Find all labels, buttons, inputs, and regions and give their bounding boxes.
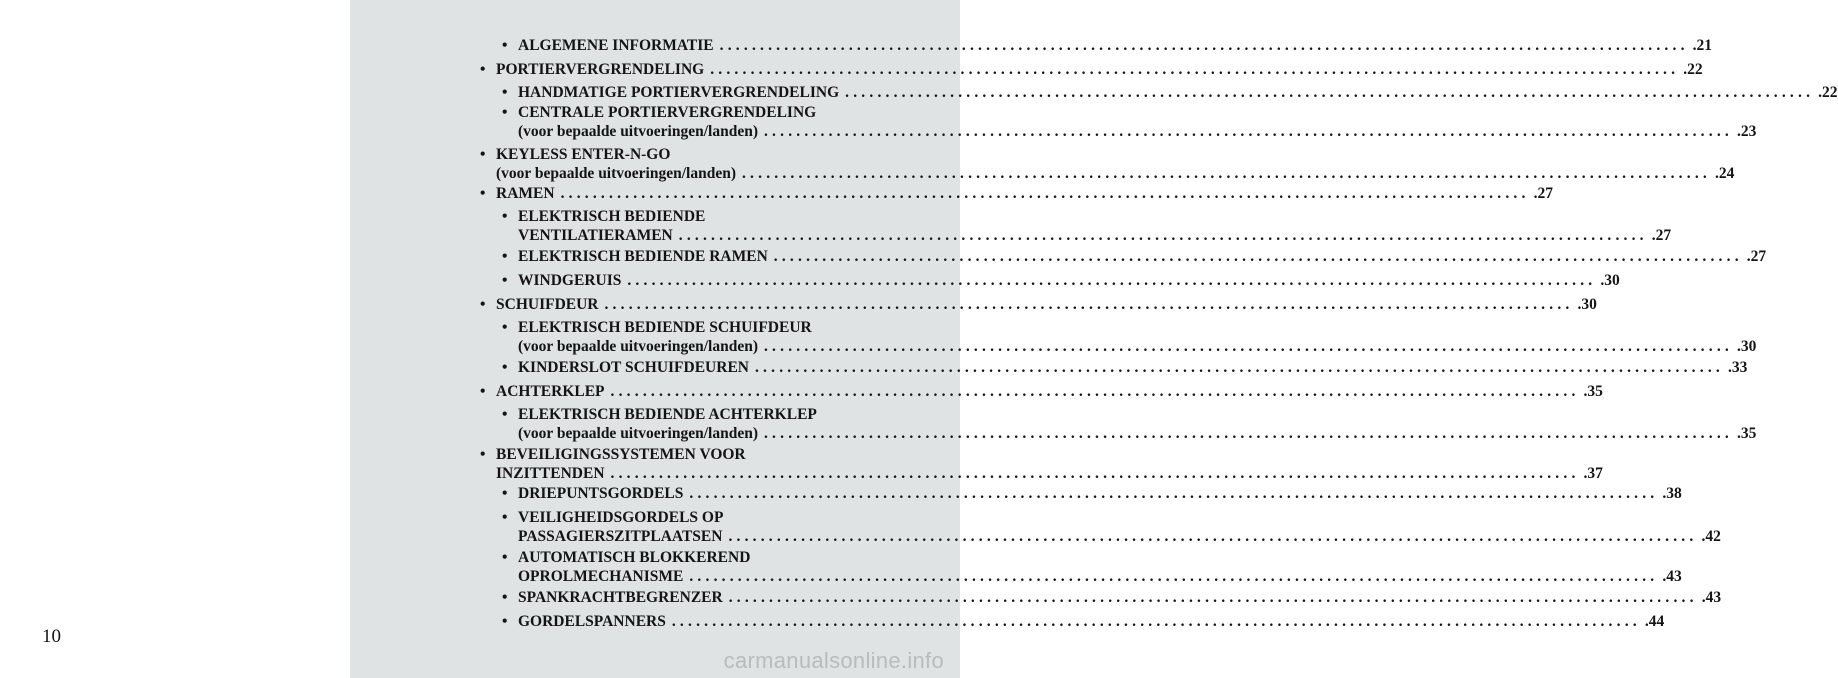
- toc-entry-line: [502, 226, 1672, 245]
- dot-leader: ........................................................................................................................: [763, 425, 1733, 442]
- dot-leader: ........................................................................................................................: [689, 485, 1659, 502]
- toc-entry-line: [502, 122, 1757, 141]
- toc-entry-page: .30: [1736, 338, 1757, 355]
- toc-entry-page: .43: [1662, 568, 1682, 585]
- toc-entry[interactable]: [502, 508, 1721, 546]
- dot-leader: ........................................................................................................................: [560, 185, 1530, 202]
- toc-entry-title: ELEKTRISCH BEDIENDE ACHTERKLEP: [518, 406, 817, 423]
- watermark: carmanualsonline.info: [723, 648, 944, 673]
- toc-entry-title: AUTOMATISCH BLOKKEREND: [518, 549, 751, 566]
- toc-entry-page: .30: [1600, 272, 1620, 289]
- toc-entry[interactable]: [502, 612, 1665, 631]
- page-number: 10: [42, 626, 61, 647]
- toc-entry-title: VEILIGHEIDSGORDELS OP: [518, 509, 724, 526]
- dot-leader: ........................................................................................................................: [627, 272, 1597, 289]
- toc-entry-title: ELEKTRISCH BEDIENDE: [518, 208, 706, 225]
- toc-entry-page: .21: [1692, 37, 1713, 54]
- toc-entry-page: .38: [1662, 485, 1682, 502]
- toc-entry[interactable]: [502, 36, 1713, 55]
- bullet-icon: •: [502, 509, 508, 526]
- dot-leader: ........................................................................................................................: [773, 248, 1743, 265]
- toc-entry[interactable]: [502, 83, 1838, 102]
- toc-entry-page: .24: [1714, 165, 1735, 182]
- toc-entry-label: OPROLMECHANISME: [518, 568, 684, 585]
- toc-entry[interactable]: [480, 382, 1603, 401]
- toc-entry-line: [502, 337, 1757, 356]
- toc-entry-line: [502, 271, 1620, 290]
- bullet-icon: •: [502, 208, 508, 225]
- toc-entry-label: (voor bepaalde uitvoeringen/landen): [518, 123, 758, 140]
- toc-entry-page: .27: [1651, 227, 1672, 244]
- dot-leader: ........................................................................................................................: [689, 568, 1659, 585]
- toc-entry-line: [502, 358, 1748, 377]
- toc-entry[interactable]: [502, 358, 1748, 377]
- toc-entry-line: [480, 164, 1735, 183]
- toc-entry[interactable]: [502, 405, 1757, 443]
- right-page: [350, 0, 1838, 678]
- toc-entry-label: ELEKTRISCH BEDIENDE RAMEN: [518, 248, 768, 265]
- bullet-icon: •: [502, 84, 508, 101]
- toc-entry-line: [480, 382, 1603, 401]
- toc-entry-label: VENTILATIERAMEN: [518, 227, 673, 244]
- toc-entry[interactable]: [502, 484, 1682, 503]
- toc-entry-page: .33: [1727, 359, 1748, 376]
- dot-leader: ........................................................................................................................: [728, 589, 1698, 606]
- toc-entry-line: [502, 567, 1682, 586]
- bullet-icon: •: [502, 613, 508, 630]
- toc-entry-label: (voor bepaalde uitvoeringen/landen): [518, 425, 758, 442]
- toc-entry-label: ACHTERKLEP: [496, 383, 605, 400]
- toc-entry-label: DRIEPUNTSGORDELS: [518, 485, 684, 502]
- toc-entry-page: .43: [1701, 589, 1722, 606]
- toc-entry-line: [502, 36, 1713, 55]
- left-page: [0, 0, 350, 678]
- dot-leader: ........................................................................................................................: [710, 61, 1680, 78]
- toc-entry-page: .23: [1736, 123, 1757, 140]
- toc-entry[interactable]: [502, 207, 1672, 245]
- toc-entry-line: [502, 424, 1757, 443]
- toc-entry-line: [480, 295, 1597, 314]
- toc-entry-page: .35: [1583, 383, 1603, 400]
- dot-leader: ........................................................................................................................: [763, 123, 1733, 140]
- table-of-contents: [350, 0, 1838, 678]
- bullet-icon: •: [502, 359, 508, 376]
- toc-entry-line: [502, 83, 1838, 102]
- bullet-icon: •: [480, 446, 486, 463]
- bullet-icon: •: [502, 248, 508, 265]
- bullet-icon: •: [502, 549, 508, 566]
- toc-entry-label: WINDGERUIS: [518, 272, 622, 289]
- toc-entry-title: KEYLESS ENTER-N-GO: [496, 146, 671, 163]
- toc-entry-title: CENTRALE PORTIERVERGRENDELING: [518, 104, 817, 121]
- bullet-icon: •: [502, 37, 508, 54]
- toc-entry[interactable]: [502, 548, 1682, 586]
- toc-entry[interactable]: [502, 247, 1767, 266]
- dot-leader: ........................................................................................................................: [754, 359, 1724, 376]
- toc-entry[interactable]: [502, 103, 1757, 141]
- toc-entry-page: .22: [1683, 61, 1703, 78]
- toc-entry-label: PORTIERVERGRENDELING: [496, 61, 705, 78]
- toc-entry[interactable]: [480, 445, 1603, 483]
- bullet-icon: •: [502, 485, 508, 502]
- toc-entry[interactable]: [480, 184, 1553, 203]
- toc-entry-label: RAMEN: [496, 185, 555, 202]
- toc-entry-page: .27: [1533, 185, 1553, 202]
- dot-leader: ........................................................................................................................: [845, 84, 1815, 101]
- bullet-icon: •: [480, 146, 486, 163]
- bullet-icon: •: [502, 272, 508, 289]
- bullet-icon: •: [502, 589, 508, 606]
- bullet-icon: •: [502, 319, 508, 336]
- bullet-icon: •: [480, 383, 486, 400]
- toc-entry-title: ELEKTRISCH BEDIENDE SCHUIFDEUR: [518, 319, 812, 336]
- bullet-icon: •: [502, 406, 508, 423]
- toc-entry-label: (voor bepaalde uitvoeringen/landen): [518, 338, 758, 355]
- toc-entry-title: BEVEILIGINGSSYSTEMEN VOOR: [496, 446, 746, 463]
- dot-leader: ........................................................................................................................: [604, 296, 1574, 313]
- toc-entry-label: INZITTENDEN: [496, 465, 605, 482]
- dot-leader: ........................................................................................................................: [728, 528, 1698, 545]
- toc-entry-line: [480, 464, 1603, 483]
- toc-entry-line: [502, 588, 1722, 607]
- toc-entry-line: [502, 612, 1665, 631]
- bullet-icon: •: [480, 185, 486, 202]
- toc-entry-line: [502, 484, 1682, 503]
- toc-entry-page: .44: [1644, 613, 1665, 630]
- bullet-icon: •: [480, 296, 486, 313]
- dot-leader: ........................................................................................................................: [678, 227, 1648, 244]
- toc-entry-line: [480, 184, 1553, 203]
- toc-entry[interactable]: [502, 588, 1722, 607]
- toc-entry-page: .42: [1701, 528, 1721, 545]
- toc-entry-page: .35: [1736, 425, 1757, 442]
- dot-leader: ........................................................................................................................: [610, 383, 1580, 400]
- toc-entry[interactable]: [480, 60, 1703, 79]
- toc-entry[interactable]: [480, 295, 1597, 314]
- dot-leader: ........................................................................................................................: [610, 465, 1580, 482]
- dot-leader: ........................................................................................................................: [671, 613, 1641, 630]
- toc-entry-line: [480, 60, 1703, 79]
- dot-leader: ........................................................................................................................: [719, 37, 1689, 54]
- bullet-icon: •: [480, 61, 486, 78]
- dot-leader: ........................................................................................................................: [763, 338, 1733, 355]
- bullet-icon: •: [502, 104, 508, 121]
- toc-entry-label: SPANKRACHTBEGRENZER: [518, 589, 723, 606]
- toc-entry-line: [502, 247, 1767, 266]
- toc-entry-page: .27: [1746, 248, 1767, 265]
- toc-entry-label: GORDELSPANNERS: [518, 613, 666, 630]
- toc-entry-page: .30: [1577, 296, 1597, 313]
- toc-entry-label: (voor bepaalde uitvoeringen/landen): [496, 165, 736, 182]
- toc-entry-label: SCHUIFDEUR: [496, 296, 599, 313]
- toc-entry[interactable]: [480, 145, 1735, 183]
- toc-entry[interactable]: [502, 271, 1620, 290]
- dot-leader: ........................................................................................................................: [741, 165, 1711, 182]
- toc-entry-label: ALGEMENE INFORMATIE: [518, 37, 714, 54]
- toc-entry-page: .22: [1818, 84, 1838, 101]
- toc-entry-label: PASSAGIERSZITPLAATSEN: [518, 528, 723, 545]
- toc-entry-page: .37: [1583, 465, 1603, 482]
- toc-entry-label: HANDMATIGE PORTIERVERGRENDELING: [518, 84, 840, 101]
- toc-entry[interactable]: [502, 318, 1757, 356]
- toc-entry-label: KINDERSLOT SCHUIFDEUREN: [518, 359, 749, 376]
- toc-entry-line: [502, 527, 1721, 546]
